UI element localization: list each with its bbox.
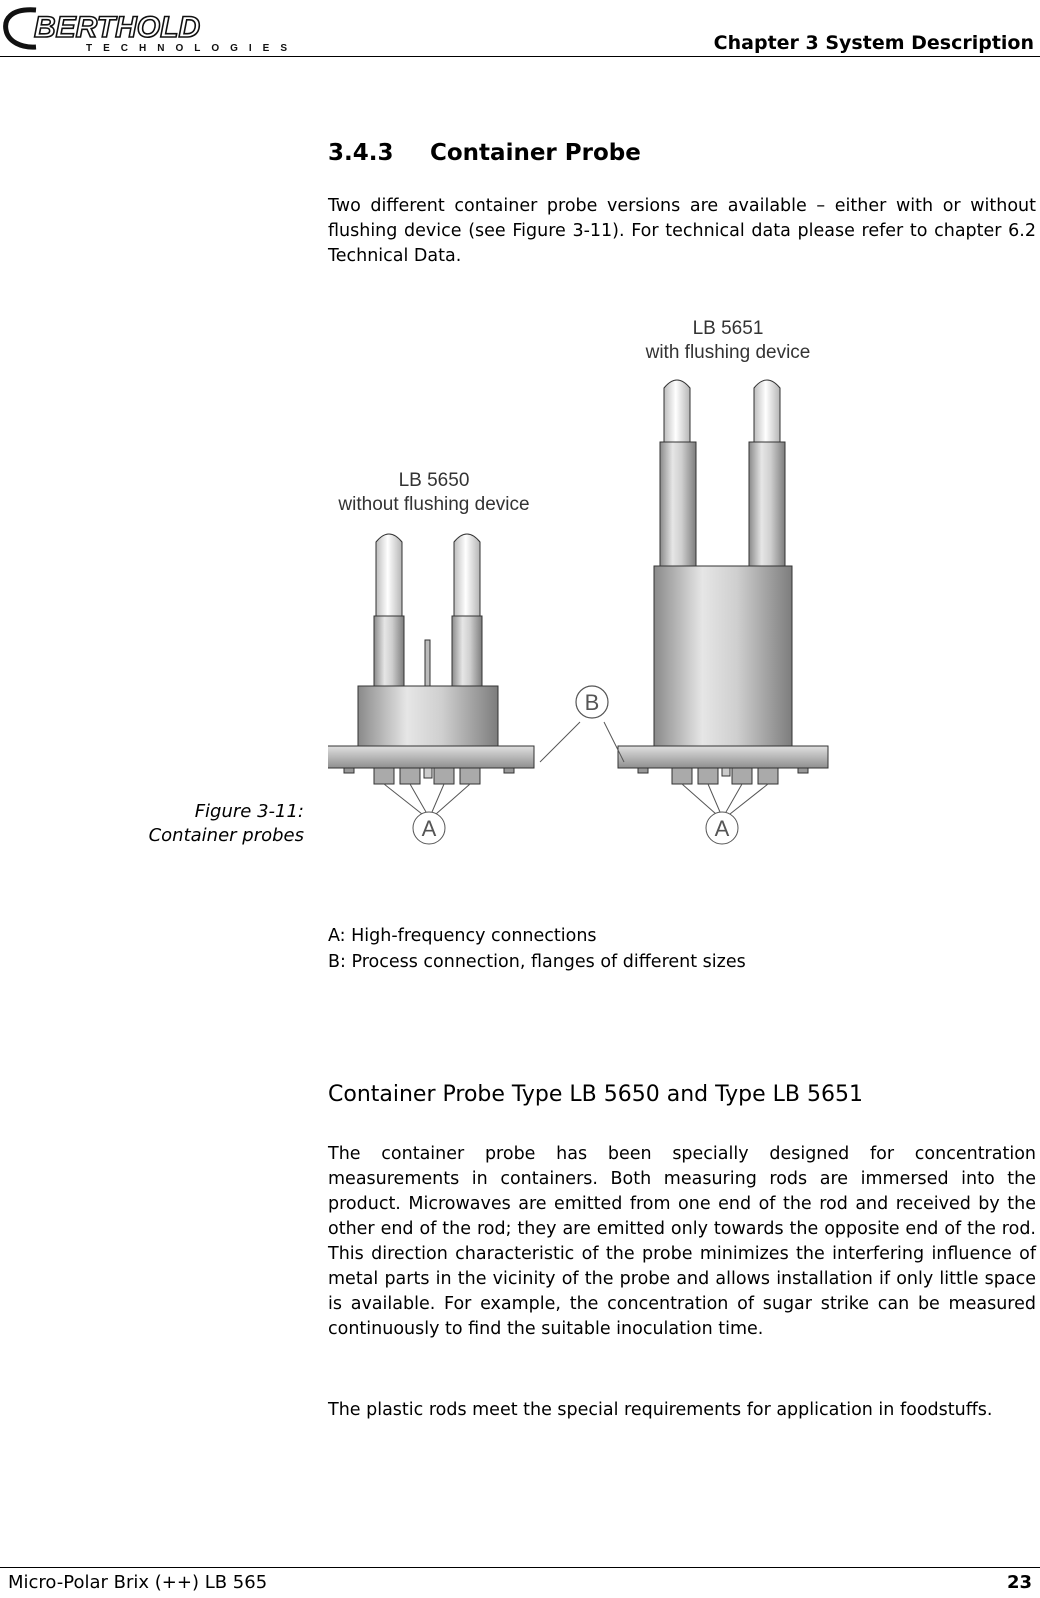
svg-text:B: B	[584, 690, 600, 715]
marker-b	[540, 686, 624, 762]
berthold-logo	[2, 4, 302, 54]
marker-a-right	[682, 784, 768, 844]
intro-paragraph: Two different container probe versions are available – either with or without flushing device (see Figure 3-11). For technical data please refer to chapter 6.2 Technical Data.	[328, 196, 1036, 266]
figure-caption-title: Container probes	[148, 825, 304, 846]
chapter-title: Chapter 3 System Description	[713, 32, 1034, 54]
probe-lb5651	[618, 380, 828, 784]
svg-text:TECHNOLOGIES: TECHNOLOGIES	[86, 43, 299, 54]
section-number: 3.4.3	[328, 140, 394, 166]
header-divider	[0, 56, 1040, 57]
subsection-heading: Container Probe Type LB 5650 and Type LB 5651	[328, 1082, 863, 1107]
probe-left-model: LB 5650	[398, 470, 470, 491]
body-paragraph-1: The container probe has been specially designed for concentration measurements in containers. Both measuring rods are immersed into the product. Microwaves are emitted from one end of the rod and received by the other end of the rod; they are emitted only towards the opposite end of the rod. This direction characteristic of the probe minimizes the interfering influence of metal parts in the vicinity of the probe and allows installation if only little space is available. For example, the concentration of sugar strike can be measured continuously to find the suitable inoculation time.	[328, 1144, 1036, 1339]
legend-a: A: High-frequency connections	[328, 926, 597, 946]
svg-text:A: A	[421, 816, 437, 841]
marker-a-left	[384, 784, 470, 844]
section-title: Container Probe	[430, 140, 641, 166]
section-heading	[328, 140, 641, 166]
footer-product: Micro-Polar Brix (++) LB 565	[8, 1572, 268, 1593]
figure-caption-number: Figure 3-11:	[194, 801, 304, 822]
svg-text:BERTHOLD: BERTHOLD	[34, 11, 201, 44]
legend-b: B: Process connection, flanges of different sizes	[328, 952, 746, 972]
container-probes-figure	[328, 300, 848, 870]
probe-right-model: LB 5651	[692, 318, 764, 339]
body-paragraph-2: The plastic rods meet the special requirements for application in foodstuffs.	[328, 1400, 993, 1420]
page-number: 23	[1006, 1572, 1032, 1593]
footer-divider	[0, 1567, 1040, 1568]
svg-text:A: A	[714, 816, 730, 841]
probe-right-desc: with flushing device	[645, 342, 811, 363]
probe-lb5650	[328, 534, 534, 784]
probe-left-desc: without flushing device	[338, 494, 530, 515]
